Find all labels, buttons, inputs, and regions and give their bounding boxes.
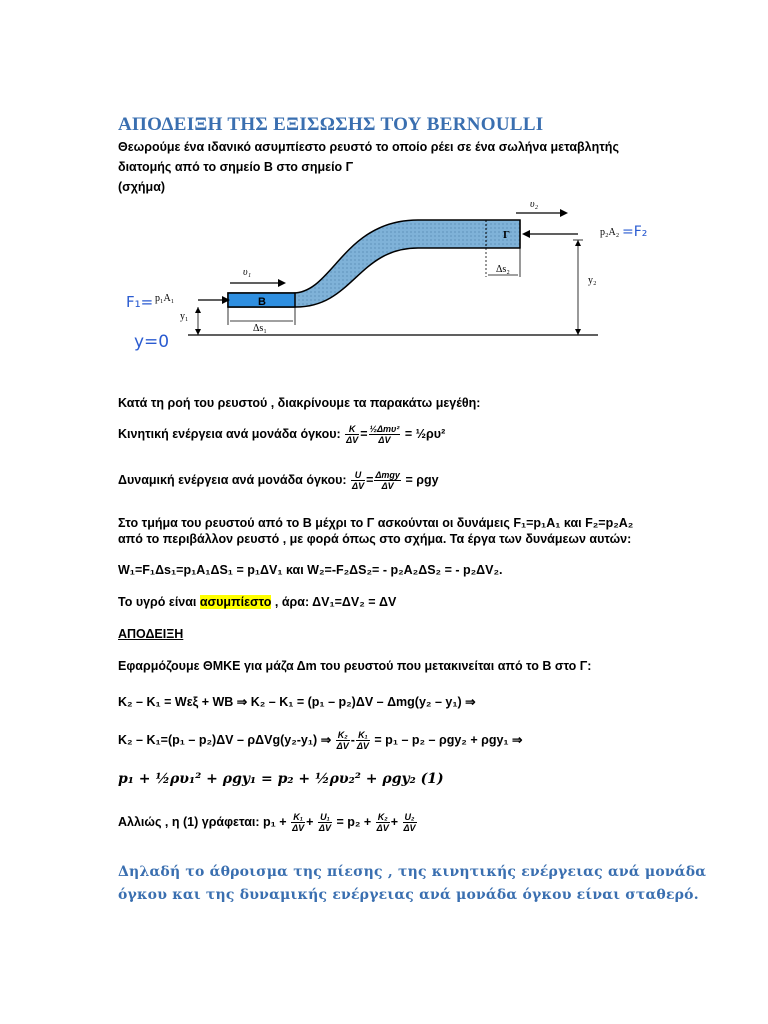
label-gamma: Γ [503, 229, 510, 241]
label-zero-level: y=0 [134, 332, 170, 352]
eq4-frac-2: $\frac{\text{U₁}}{\Delta V}$ [318, 812, 331, 833]
magnitudes-line: Κατά τη ροή του ρευστού , διακρίνουμε τα παρακάτω μεγέθη: [118, 396, 481, 410]
proof-heading: ΑΠΟΔΕΙΞΗ [118, 627, 184, 641]
intro-line-1: Θεωρούμε ένα ιδανικό ασυμπίεστο ρευστό το οποίο ρέει σε ένα σωλήνα μεταβλητής [118, 140, 619, 154]
eq2-frac-1: $\frac{\text{K₂}}{\Delta V}$ [336, 730, 349, 751]
label-v2: υ₂ [530, 199, 539, 210]
kinetic-label: Κινητική ενέργεια ανά μονάδα όγκου: [118, 426, 341, 441]
work-line: W₁=F₁Δs₁=p₁A₁ΔS₁ = p₁ΔV₁ και W₂=-F₂ΔS₂= - p₂A₂ΔS₂ = - p₂ΔV₂. [118, 563, 503, 577]
forces-line-1: Στο τμήμα του ρευστού από το Β μέχρι το Γ ασκούνται οι δυνάμεις F₁=p₁A₁ και F₂=p₂A₂ [118, 516, 634, 530]
potential-energy-line: Δυναμική ενέργεια ανά μονάδα όγκου: $\frac{U}{\Delta V}$ = $\frac{\text{Δmgy}}{\Delta V}$ = ρgy [118, 470, 439, 491]
potential-frac-2: $\frac{\text{Δmgy}}{\Delta V}$ [375, 470, 400, 491]
label-p1a1: p₁A₁ [155, 293, 175, 304]
label-ds2: Δs₂ [496, 264, 510, 275]
bernoulli-pipe-figure [118, 195, 658, 365]
equation-4: Αλλιώς , η (1) γράφεται: p₁ + $\frac{\text{K₁}}{\Delta V}$ + $\frac{\text{U₁}}{\Delta V}$ = p₂ + $\frac{\text{K₂}}{\Delta V}$ + $\frac{\text{U₂}}{\Delta V}$ [118, 812, 416, 833]
kinetic-energy-line: Κινητική ενέργεια ανά μονάδα όγκου: $\frac{K}{\Delta V}$ = $\frac{\text{½Δmυ²}}{\Delta V}$ = ½ρυ² [118, 424, 446, 445]
label-p2a2: p₂A₂ [600, 227, 620, 238]
potential-frac-1: $\frac{U}{\Delta V}$ [352, 470, 365, 491]
eq4-frac-1: $\frac{\text{K₁}}{\Delta V}$ [292, 812, 305, 833]
equation-2: K₂ – K₁=(p₁ – p₂)ΔV – ρΔVg(y₂-y₁) ⇒ $\frac{\text{K₂}}{\Delta V}$ - $\frac{\text{K₁}}{\Delta V}$ = p₁ – p₂ – ρgy₂ + ρgy₁ ⇒ [118, 730, 523, 751]
incompressible-highlight: ασυμπίεστο [199, 595, 272, 609]
label-v1: υ₁ [243, 267, 252, 278]
label-y2: y₂ [588, 275, 597, 286]
forces-line-2: από το περιβάλλον ρευστό , με φορά όπως στο σχήμα. Τα έργα των δυνάμεων αυτών: [118, 532, 632, 546]
document-title: ΑΠΟΔΕΙΞΗ ΤΗΣ ΕΞΙΣΩΣΗΣ ΤΟΥ BERNOULLI [118, 114, 544, 135]
potential-result: = ρgy [405, 472, 439, 487]
kinetic-result: = ½ρυ² [404, 426, 446, 441]
intro-line-2: διατομής από το σημείο Β στο σημείο Γ [118, 160, 354, 174]
equation-1: K₂ – K₁ = Wεξ + WΒ ⇒ K₂ – K₁ = (p₁ – p₂)ΔV – Δmg(y₂ – y₁) ⇒ [118, 695, 476, 709]
closing-line-1: Δηλαδή το άθροισμα της πίεσης , της κινητικής ενέργειας ανά μονάδα [118, 864, 707, 880]
kinetic-frac-1: $\frac{K}{\Delta V}$ [346, 424, 359, 445]
incompressible-line: Το υγρό είναι ασυμπίεστο , άρα: ΔV₁=ΔV₂ = ΔV [118, 595, 397, 609]
label-ds1: Δs₁ [253, 323, 267, 334]
equation-3: p₁ + ½ρυ₁² + ρgy₁ = p₂ + ½ρυ₂² + ρgy₂ (1) [118, 771, 444, 787]
label-f1: F₁= [126, 293, 154, 311]
intro-line-3: (σχήμα) [118, 180, 166, 194]
kinetic-frac-2: $\frac{\text{½Δmυ²}}{\Delta V}$ [369, 424, 400, 445]
eq4-frac-3: $\frac{\text{K₂}}{\Delta V}$ [376, 812, 389, 833]
potential-label: Δυναμική ενέργεια ανά μονάδα όγκου: [118, 472, 347, 487]
label-f2: =F₂ [622, 224, 648, 240]
eq2-frac-2: $\frac{\text{K₁}}{\Delta V}$ [356, 730, 369, 751]
eq4-frac-4: $\frac{\text{U₂}}{\Delta V}$ [403, 812, 416, 833]
label-b: B [258, 296, 266, 308]
closing-line-2: όγκου και της δυναμικής ενέργειας ανά μονάδα όγκου είναι σταθερό. [118, 887, 699, 903]
apply-line: Εφαρμόζουμε ΘΜΚΕ για μάζα Δm του ρευστού που μετακινείται από το Β στο Γ: [118, 659, 592, 673]
label-y1: y₁ [180, 311, 189, 322]
